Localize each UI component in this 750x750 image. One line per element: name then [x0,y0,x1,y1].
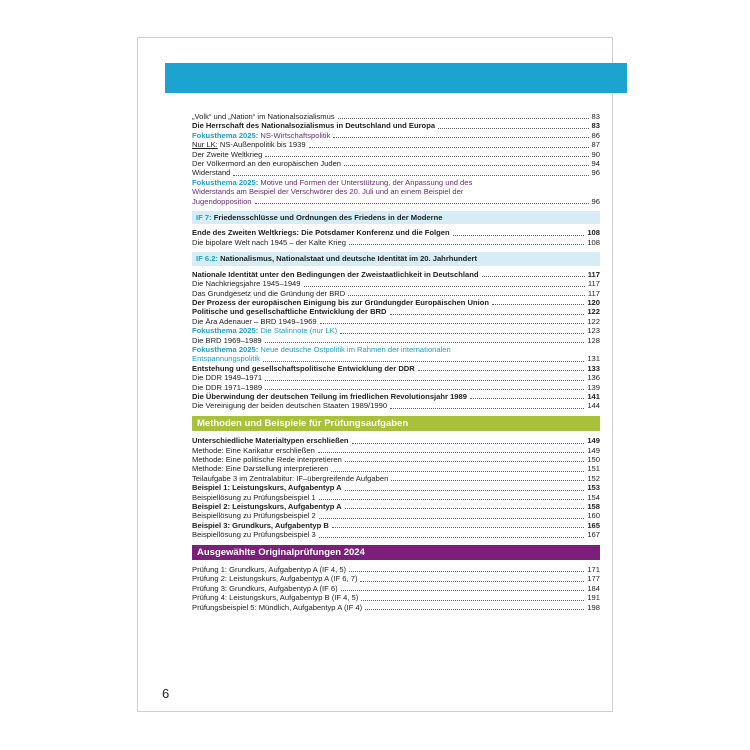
section-heading-if7: IF 7: Friedensschlüsse und Ordnungen des Friedens in der Moderne [192,211,600,224]
toc-entry[interactable]: Prüfungsbeispiel 5: Mündlich, Aufgabentyp A (IF 4) 198 [192,602,600,612]
band-methods-heading: Methoden und Beispiele für Prüfungsaufgaben [192,416,600,431]
toc-entry-lk[interactable]: Nur LK: NS-Außenpolitik bis 1939 87 [192,140,600,150]
toc-entry[interactable]: Unterschiedliche Materialtypen erschließen 149 [192,436,600,446]
toc-entry[interactable]: Beispiel 2: Leistungskurs, Aufgabentyp A 158 [192,502,600,512]
toc-entry[interactable]: Die bipolare Welt nach 1945 – der Kalte Krieg 108 [192,237,600,247]
toc-entry-focus[interactable]: Fokusthema 2025: NS-Wirtschaftspolitik 86 [192,130,600,140]
toc-entry[interactable]: Die DDR 1949–1971 136 [192,373,600,383]
toc-entry[interactable]: Beispiel 3: Grundkurs, Aufgabentyp B 165 [192,520,600,530]
toc-entry[interactable]: Die Vereinigung der beiden deutschen Staaten 1989/1990 144 [192,401,600,411]
toc-entry[interactable]: Methode: Eine Karikatur erschließen 149 [192,445,600,455]
toc-entry[interactable]: Das Grundgesetz und die Gründung der BRD 117 [192,288,600,298]
toc-entry[interactable]: Der Völkermord an den europäischen Juden 94 [192,159,600,169]
toc-entry[interactable]: Methode: Eine Darstellung interpretieren 151 [192,464,600,474]
toc-entry[interactable]: Prüfung 4: Leistungskurs, Aufgabentyp B (IF 4, 5) 191 [192,593,600,603]
toc-entry[interactable]: Die Herrschaft des Nationalsozialismus in Deutschland und Europa 83 [192,121,600,131]
toc-entry[interactable]: Die Ära Adenauer – BRD 1949–1969 122 [192,316,600,326]
toc-entry[interactable]: Ende des Zweiten Weltkriegs: Die Potsdamer Konferenz und die Folgen 108 [192,228,600,238]
toc-entry[interactable]: Der Prozess der europäischen Einigung bis zur Gründungder Europäischen Union 120 [192,297,600,307]
toc-entry-focus-multiline[interactable]: Fokusthema 2025: Neue deutsche Ostpolitik im Rahmen der internationalen Entspannungspolitik 131 [192,344,600,364]
toc-entry[interactable]: Nationale Identität unter den Bedingungen der Zweistaatlichkeit in Deutschland 117 [192,269,600,279]
toc-entry[interactable]: Die Überwindung der deutschen Teilung im friedlichen Revolutionsjahr 1989 141 [192,391,600,401]
toc-entry[interactable]: Politische und gesellschaftliche Entwicklung der BRD 122 [192,307,600,317]
toc-entry[interactable]: Der Zweite Weltkrieg 90 [192,149,600,159]
book-page [137,37,613,712]
toc-entry[interactable]: Entstehung und gesellschaftspolitische Entwicklung der DDR 133 [192,363,600,373]
toc-entry[interactable]: „Volk“ und „Nation“ im Nationalsozialismus 83 [192,112,600,121]
toc-entry[interactable]: Beispiellösung zu Prüfungsbeispiel 1 154 [192,492,600,502]
toc-entry[interactable]: Die DDR 1971–1989 139 [192,382,600,392]
toc-entry[interactable]: Beispiellösung zu Prüfungsbeispiel 3 167 [192,530,600,540]
toc-entry[interactable]: Prüfung 2: Leistungskurs, Aufgabentyp A (IF 6, 7) 177 [192,574,600,584]
toc-entry[interactable]: Die BRD 1969–1989 128 [192,335,600,345]
toc-entry[interactable]: Methode: Eine politische Rede interpretieren 150 [192,455,600,464]
toc-entry[interactable]: Prüfung 3: Grundkurs, Aufgabentyp A (IF 6) 184 [192,583,600,593]
header-bar [165,63,627,93]
section-heading-if62: IF 6.2: Nationalismus, Nationalstaat und deutsche Identität im 20. Jahrhundert [192,252,600,265]
toc-entry-focus-multiline[interactable]: Fokusthema 2025: Motive und Formen der Unterstützung, der Anpassung und des Widerstands am Beispiel der Verschwörer des 20. Juli und an einem Beispiel der Jugendopposition 96 [192,177,600,206]
page-number: 6 [162,686,170,701]
toc-entry[interactable]: Beispiellösung zu Prüfungsbeispiel 2 160 [192,511,600,521]
toc-entry[interactable]: Widerstand 96 [192,168,600,178]
toc-entry[interactable]: Die Nachkriegsjahre 1945–1949 117 [192,279,600,289]
toc-entry[interactable]: Prüfung 1: Grundkurs, Aufgabentyp A (IF 4, 5) 171 [192,565,600,575]
toc-entry[interactable]: Beispiel 1: Leistungskurs, Aufgabentyp A 153 [192,483,600,493]
table-of-contents [192,112,600,612]
toc-entry[interactable]: Teilaufgabe 3 im Zentralabitur: IF–übergreifende Aufgaben 152 [192,473,600,483]
toc-entry-focus[interactable]: Fokusthema 2025: Die Stalinnote (nur LK) 123 [192,326,600,336]
band-exams-heading: Ausgewählte Originalprüfungen 2024 [192,545,600,560]
